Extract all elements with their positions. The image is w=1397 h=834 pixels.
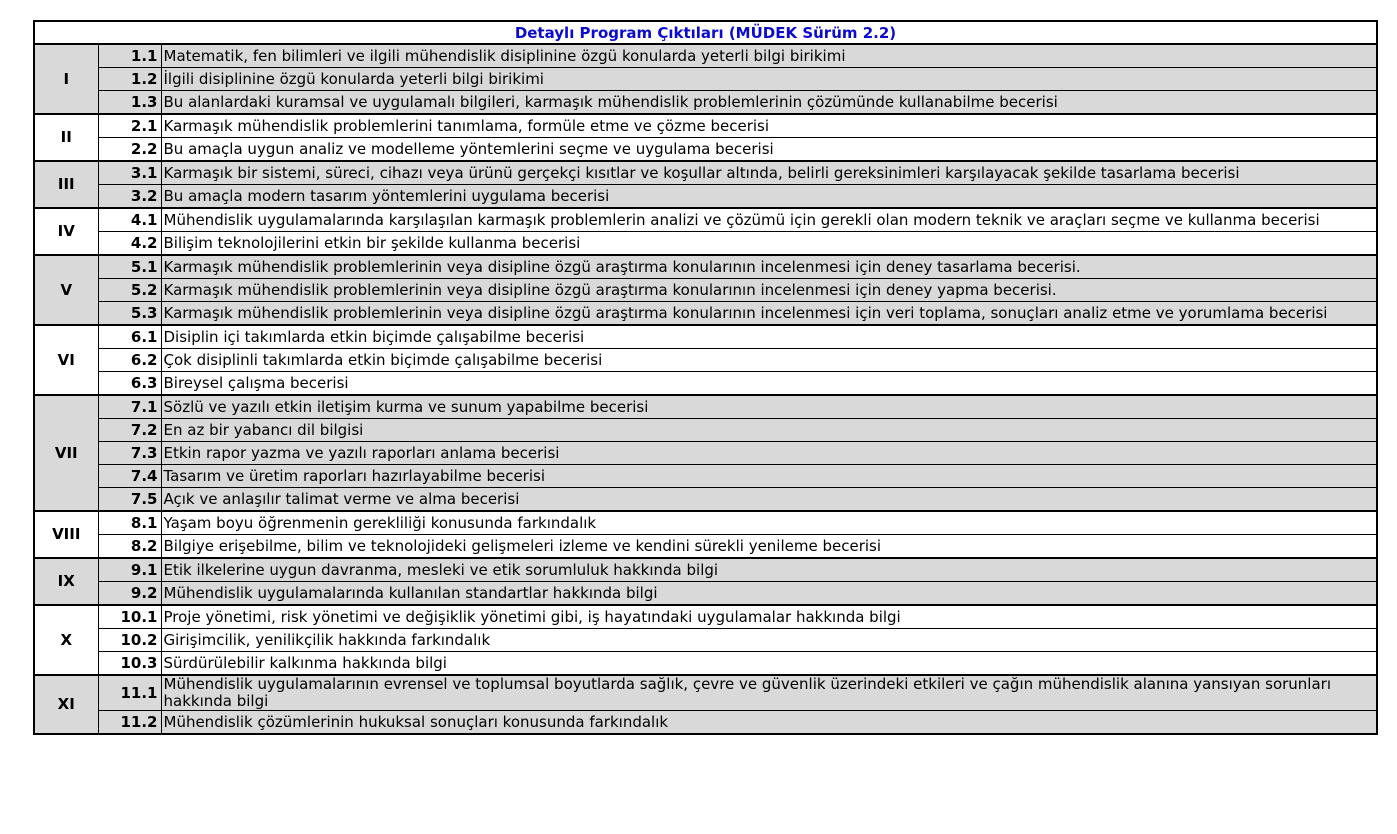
- table-row: [34, 161, 1377, 185]
- outcome-code: 4.1: [98, 208, 161, 232]
- table-row: [34, 629, 1377, 652]
- group-label: VI: [34, 325, 98, 395]
- outcome-code: 11.1: [98, 675, 161, 711]
- table-row: [34, 325, 1377, 349]
- table-row: [34, 208, 1377, 232]
- table-row: [34, 68, 1377, 91]
- outcome-text: Matematik, fen bilimleri ve ilgili mühendislik disiplinine özgü konularda yeterli bilgi birikimi: [161, 44, 1377, 68]
- outcome-code: 7.4: [98, 465, 161, 488]
- outcome-code: 1.3: [98, 91, 161, 115]
- table-row: [34, 582, 1377, 606]
- outcome-code: 5.3: [98, 302, 161, 326]
- outcome-text: En az bir yabancı dil bilgisi: [161, 419, 1377, 442]
- outcome-code: 1.1: [98, 44, 161, 68]
- title-row: [34, 21, 1377, 44]
- table-row: [34, 711, 1377, 735]
- table-row: [34, 558, 1377, 582]
- outcome-code: 6.3: [98, 372, 161, 396]
- outcome-code: 9.2: [98, 582, 161, 606]
- outcome-text: Girişimcilik, yenilikçilik hakkında farkındalık: [161, 629, 1377, 652]
- outcome-code: 10.1: [98, 605, 161, 629]
- outcome-code: 10.2: [98, 629, 161, 652]
- outcome-code: 7.5: [98, 488, 161, 512]
- table-row: [34, 255, 1377, 279]
- outcome-text: Karmaşık mühendislik problemlerinin veya disipline özgü araştırma konularının incelenmesi için deney yapma becerisi.: [161, 279, 1377, 302]
- table-row: [34, 114, 1377, 138]
- table-row: [34, 488, 1377, 512]
- table-row: [34, 395, 1377, 419]
- table-row: [34, 605, 1377, 629]
- outcome-text: Bilgiye erişebilme, bilim ve teknolojideki gelişmeleri izleme ve kendini sürekli yenileme becerisi: [161, 535, 1377, 559]
- outcome-code: 5.2: [98, 279, 161, 302]
- table-row: [34, 349, 1377, 372]
- outcome-text: Karmaşık mühendislik problemlerinin veya disipline özgü araştırma konularının incelenmesi için deney tasarlama becerisi.: [161, 255, 1377, 279]
- outcome-text: Disiplin içi takımlarda etkin biçimde çalışabilme becerisi: [161, 325, 1377, 349]
- table-row: [34, 511, 1377, 535]
- outcome-code: 10.3: [98, 652, 161, 676]
- table-row: [34, 442, 1377, 465]
- group-label: VII: [34, 395, 98, 511]
- outcome-code: 2.2: [98, 138, 161, 162]
- outcome-text: Karmaşık mühendislik problemlerinin veya disipline özgü araştırma konularının incelenmesi için veri toplama, sonuçları analiz etme ve yorumlama becerisi: [161, 302, 1377, 326]
- table-row: [34, 91, 1377, 115]
- group-label: X: [34, 605, 98, 675]
- outcome-group: [34, 511, 1377, 558]
- outcome-group: [34, 395, 1377, 511]
- outcome-text: Bilişim teknolojilerini etkin bir şekilde kullanma becerisi: [161, 232, 1377, 256]
- outcome-group: [34, 161, 1377, 208]
- outcome-text: Yaşam boyu öğrenmenin gerekliliği konusunda farkındalık: [161, 511, 1377, 535]
- outcome-code: 3.1: [98, 161, 161, 185]
- outcome-group: [34, 208, 1377, 255]
- outcome-text: Sürdürülebilir kalkınma hakkında bilgi: [161, 652, 1377, 676]
- outcome-code: 8.2: [98, 535, 161, 559]
- outcome-code: 4.2: [98, 232, 161, 256]
- outcome-text: Karmaşık mühendislik problemlerini tanımlama, formüle etme ve çözme becerisi: [161, 114, 1377, 138]
- outcome-text: Bu amaçla modern tasarım yöntemlerini uygulama becerisi: [161, 185, 1377, 209]
- outcome-text: Sözlü ve yazılı etkin iletişim kurma ve sunum yapabilme becerisi: [161, 395, 1377, 419]
- outcome-text: Bireysel çalışma becerisi: [161, 372, 1377, 396]
- table-row: [34, 279, 1377, 302]
- outcome-code: 7.3: [98, 442, 161, 465]
- table-row: [34, 302, 1377, 326]
- outcome-text: Karmaşık bir sistemi, süreci, cihazı veya ürünü gerçekçi kısıtlar ve koşullar altında, belirli gereksinimleri karşılayacak şekilde tasarlama becerisi: [161, 161, 1377, 185]
- outcome-text: Etik ilkelerine uygun davranma, mesleki ve etik sorumluluk hakkında bilgi: [161, 558, 1377, 582]
- outcome-code: 11.2: [98, 711, 161, 735]
- group-label: IX: [34, 558, 98, 605]
- outcome-group: [34, 44, 1377, 114]
- outcome-text: İlgili disiplinine özgü konularda yeterli bilgi birikimi: [161, 68, 1377, 91]
- outcome-text: Tasarım ve üretim raporları hazırlayabilme becerisi: [161, 465, 1377, 488]
- outcome-code: 9.1: [98, 558, 161, 582]
- outcome-code: 7.2: [98, 419, 161, 442]
- outcome-code: 2.1: [98, 114, 161, 138]
- program-outcomes-table: [33, 20, 1378, 735]
- outcome-code: 1.2: [98, 68, 161, 91]
- table-row: [34, 232, 1377, 256]
- outcome-text: Çok disiplinli takımlarda etkin biçimde çalışabilme becerisi: [161, 349, 1377, 372]
- group-label: VIII: [34, 511, 98, 558]
- table-row: [34, 465, 1377, 488]
- table-row: [34, 44, 1377, 68]
- table-row: [34, 675, 1377, 711]
- outcome-text: Proje yönetimi, risk yönetimi ve değişiklik yönetimi gibi, iş hayatındaki uygulamalar hakkında bilgi: [161, 605, 1377, 629]
- table-row: [34, 419, 1377, 442]
- outcome-group: [34, 675, 1377, 734]
- table-row: [34, 535, 1377, 559]
- outcome-code: 6.2: [98, 349, 161, 372]
- outcome-group: [34, 558, 1377, 605]
- group-label: II: [34, 114, 98, 161]
- group-label: III: [34, 161, 98, 208]
- outcome-code: 6.1: [98, 325, 161, 349]
- group-label: V: [34, 255, 98, 325]
- outcome-code: 7.1: [98, 395, 161, 419]
- outcome-text: Bu amaçla uygun analiz ve modelleme yöntemlerini seçme ve uygulama becerisi: [161, 138, 1377, 162]
- outcome-text: Açık ve anlaşılır talimat verme ve alma becerisi: [161, 488, 1377, 512]
- outcome-group: [34, 605, 1377, 675]
- table-title: Detaylı Program Çıktıları (MÜDEK Sürüm 2.2): [34, 21, 1377, 44]
- outcome-code: 5.1: [98, 255, 161, 279]
- outcome-text: Mühendislik uygulamalarında kullanılan standartlar hakkında bilgi: [161, 582, 1377, 606]
- table-row: [34, 185, 1377, 209]
- outcome-text: Bu alanlardaki kuramsal ve uygulamalı bilgileri, karmaşık mühendislik problemlerinin çözümünde kullanabilme becerisi: [161, 91, 1377, 115]
- group-label: IV: [34, 208, 98, 255]
- outcome-text: Mühendislik uygulamalarında karşılaşılan karmaşık problemlerin analizi ve çözümü için gerekli olan modern teknik ve araçları seçme ve kullanma becerisi: [161, 208, 1377, 232]
- table-row: [34, 372, 1377, 396]
- outcome-text: Etkin rapor yazma ve yazılı raporları anlama becerisi: [161, 442, 1377, 465]
- outcome-group: [34, 325, 1377, 395]
- outcome-code: 8.1: [98, 511, 161, 535]
- outcome-text: Mühendislik uygulamalarının evrensel ve toplumsal boyutlarda sağlık, çevre ve güvenlik üzerindeki etkileri ve çağın mühendislik alanına yansıyan sorunları hakkında bilgi: [161, 675, 1377, 711]
- group-label: I: [34, 44, 98, 114]
- outcome-group: [34, 114, 1377, 161]
- table-row: [34, 652, 1377, 676]
- outcome-code: 3.2: [98, 185, 161, 209]
- group-label: XI: [34, 675, 98, 734]
- table-row: [34, 138, 1377, 162]
- outcome-text: Mühendislik çözümlerinin hukuksal sonuçları konusunda farkındalık: [161, 711, 1377, 735]
- outcome-group: [34, 255, 1377, 325]
